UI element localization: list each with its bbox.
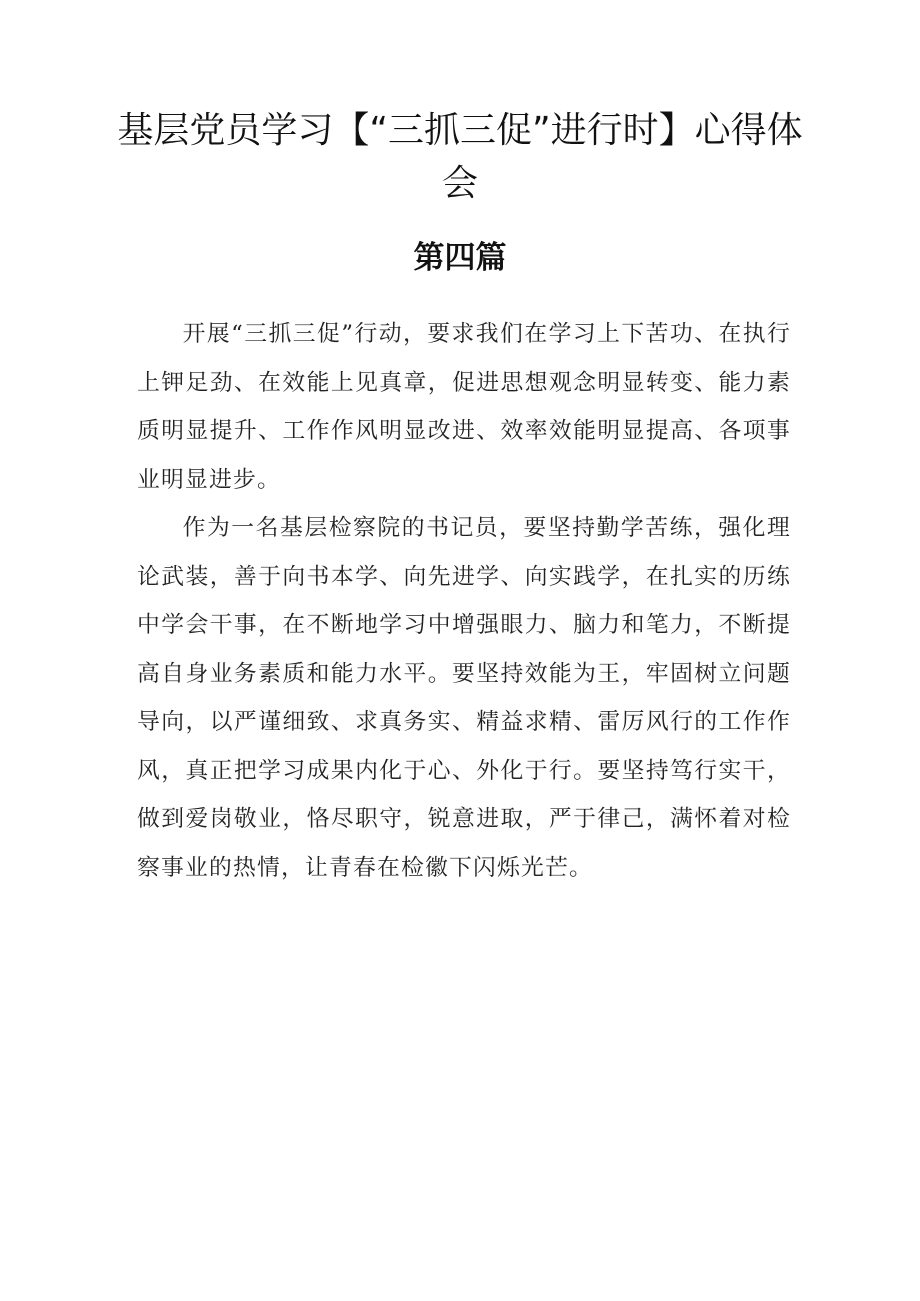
document-title: 基层党员学习【“三抓三促”进行时】心得体会 <box>117 110 803 204</box>
paragraph-1: 开展“三抓三促”行动，要求我们在学习上下苦功、在执行上钾足劲、在效能上见真章，促进思想观念明显转变、能力素质明显提升、工作作风明显改进、效率效能明显提高、各项事业明显进步。 <box>137 321 791 493</box>
document-subtitle: 第四篇 <box>413 240 507 276</box>
document-body <box>137 310 791 892</box>
paragraph-2: 作为一名基层检察院的书记员，要坚持勤学苦练，强化理论武装，善于向书本学、向先进学、向实践学，在扎实的历练中学会干事，在不断地学习中增强眼力、脑力和笔力，不断提高自身业务素质和能力水平。要坚持效能为王，牢固树立问题导向，以严谨细致、求真务实、精益求精、雷厉风行的工作作风，真正把学习成果内化于心、外化于行。要坚持笃行实干，做到爱岗敬业，恪尽职守，锐意进取，严于律己，满怀着对检察事业的热情，让青春在检徽下闪烁光芒。 <box>137 515 791 881</box>
